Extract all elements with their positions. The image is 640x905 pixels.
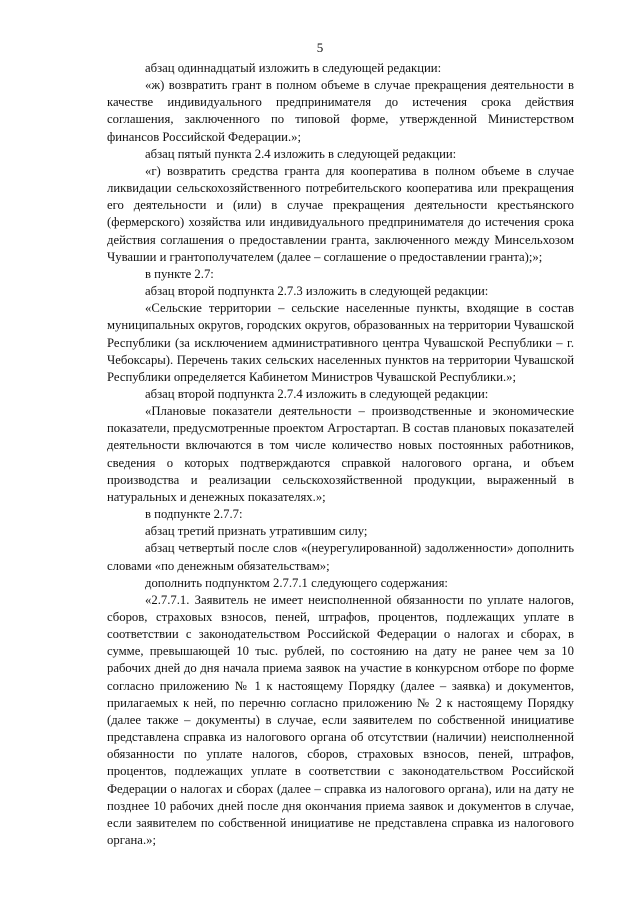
paragraph: в подпункте 2.7.7: <box>145 507 243 522</box>
paragraph: абзац четвертый после слов «(неурегулированной) задолженности» дополнить словами «по денежным обязательствам»; <box>107 541 574 573</box>
paragraph: абзац второй подпункта 2.7.4 изложить в следующей редакции: <box>145 386 489 401</box>
paragraph: «Плановые показатели деятельности – производственные и экономические показатели, предусмотренные проектом Агростартап. В состав плановых показателей деятельности включаются в том числе количество новых постоянных работников, сведения о которых подтверждаются справкой налогового органа, и объем производства и реализации сельскохозяйственной продукции, выраженный в натуральных и денежных показателях.»; <box>107 404 574 504</box>
paragraph: абзац пятый пункта 2.4 изложить в следующей редакции: <box>145 146 457 161</box>
paragraph: абзац третий признать утратившим силу; <box>145 524 368 539</box>
paragraph: дополнить подпунктом 2.7.7.1 следующего содержания: <box>145 575 448 590</box>
paragraph: «2.7.7.1. Заявитель не имеет неисполненной обязанности по уплате налогов, сборов, страховых взносов, пеней, штрафов, процентов, подлежащих уплате в соответствии с законодательством Российской Федерации о налогах и сборах, в сумме, превышающей 10 тыс. рублей, по состоянию на дату не ранее чем за 10 рабочих дней до дня начала приема заявок на участие в конкурсном отборе по форме согласно приложению № 1 к настоящему Порядку (далее – заявка) и документов, прилагаемых к ней, по перечню согласно приложению № 2 к настоящему Порядку (далее также – документы) в случае, если заявителем по собственной инициативе представлена справка из налогового органа об отсутствии (наличии) неисполненной обязанности по уплате налогов, сборов, страховых взносов, пеней, штрафов, процентов, подлежащих уплате в соответствии с законодательством Российской Федерации о налогах и сборах (далее – справка из налогового органа), или на дату не позднее 10 рабочих дней после дня окончания приема заявок и документов в случае, если заявителем по собственной инициативе не представлена справка из налогового органа.»; <box>107 592 574 848</box>
paragraph: в пункте 2.7: <box>145 266 214 281</box>
document-body <box>107 60 574 849</box>
paragraph: «г) возвратить средства гранта для кооператива в полном объеме в случае ликвидации сельскохозяйственного потребительского кооператива или прекращения его деятельности и (или) в случае прекращения деятельности крестьянского (фермерского) хозяйства или индивидуального предпринимателя до истечения срока действия соглашения о предоставлении гранта, заключенного между Минсельхозом Чувашии и грантополучателем (далее – соглашение о предоставлении гранта);»; <box>107 163 574 264</box>
paragraph: абзац второй подпункта 2.7.3 изложить в следующей редакции: <box>145 284 489 299</box>
paragraph: абзац одиннадцатый изложить в следующей редакции: <box>145 61 442 75</box>
page-number: 5 <box>316 40 324 55</box>
paragraph: «Сельские территории – сельские населенные пункты, входящие в состав муниципальных округов, городских округов, образованных на территории Чувашской Республики (за исключением административного центра Чувашской Республики – г. Чебоксары). Перечень таких сельских населенных пунктов на территории Чувашской Республики определяется Кабинетом Министров Чувашской Республики.»; <box>107 301 574 384</box>
paragraph: «ж) возвратить грант в полном объеме в случае прекращения деятельности в качестве индивидуального предпринимателя до истечения срока действия соглашения, заключенного по типовой форме, утвержденной Министерством финансов Российской Федерации.»; <box>107 78 574 144</box>
